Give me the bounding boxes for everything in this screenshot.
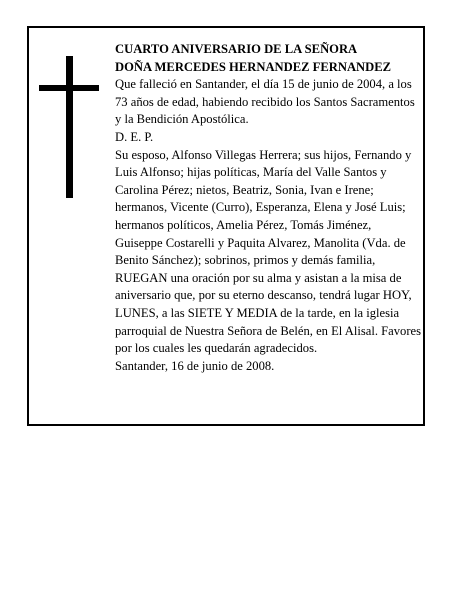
obituary-notice [27,26,425,426]
cross-vertical-bar [66,56,73,198]
notice-heading-line2: DOÑA MERCEDES HERNANDEZ FERNANDEZ [115,59,392,74]
dep-line: D. E. P. [115,129,154,144]
notice-body [115,41,421,375]
mass-request: RUEGAN una oración por su alma y asistan a la misa de aniversario que, por su eterno descanso, tendrá lugar HOY, LUNES, a las SIETE Y MEDIA de la tarde, en la iglesia parroquial de Nuestra Señora de Belén, en El Alisal. Favores por los cuales les quedarán agradecidos. [115,270,422,356]
death-info: Que falleció en Santander, el día 15 de junio de 2004, a los 73 años de edad, habiendo recibido los Santos Sacramentos y la Bendición Apostólica. [115,77,415,127]
date-line: Santander, 16 de junio de 2008. [115,358,275,373]
cross-horizontal-bar [39,85,99,91]
family-list: Su esposo, Alfonso Villegas Herrera; sus hijos, Fernando y Luis Alfonso; hijas políticas, María del Valle Santos y Carolina Pérez; nietos, Beatriz, Sonia, Ivan e Irene; hermanos, Vicente (Curro), Esperanza, Elena y José Luis; hermanos políticos, Amelia Pérez, Tomás Jiménez, Guiseppe Costarelli y Paquita Alvarez, Manolita (Vda. de Benito Sánchez); sobrinos, primos y demás familia, [115,147,412,268]
notice-heading-line1: CUARTO ANIVERSARIO DE LA SEÑORA [115,42,358,56]
